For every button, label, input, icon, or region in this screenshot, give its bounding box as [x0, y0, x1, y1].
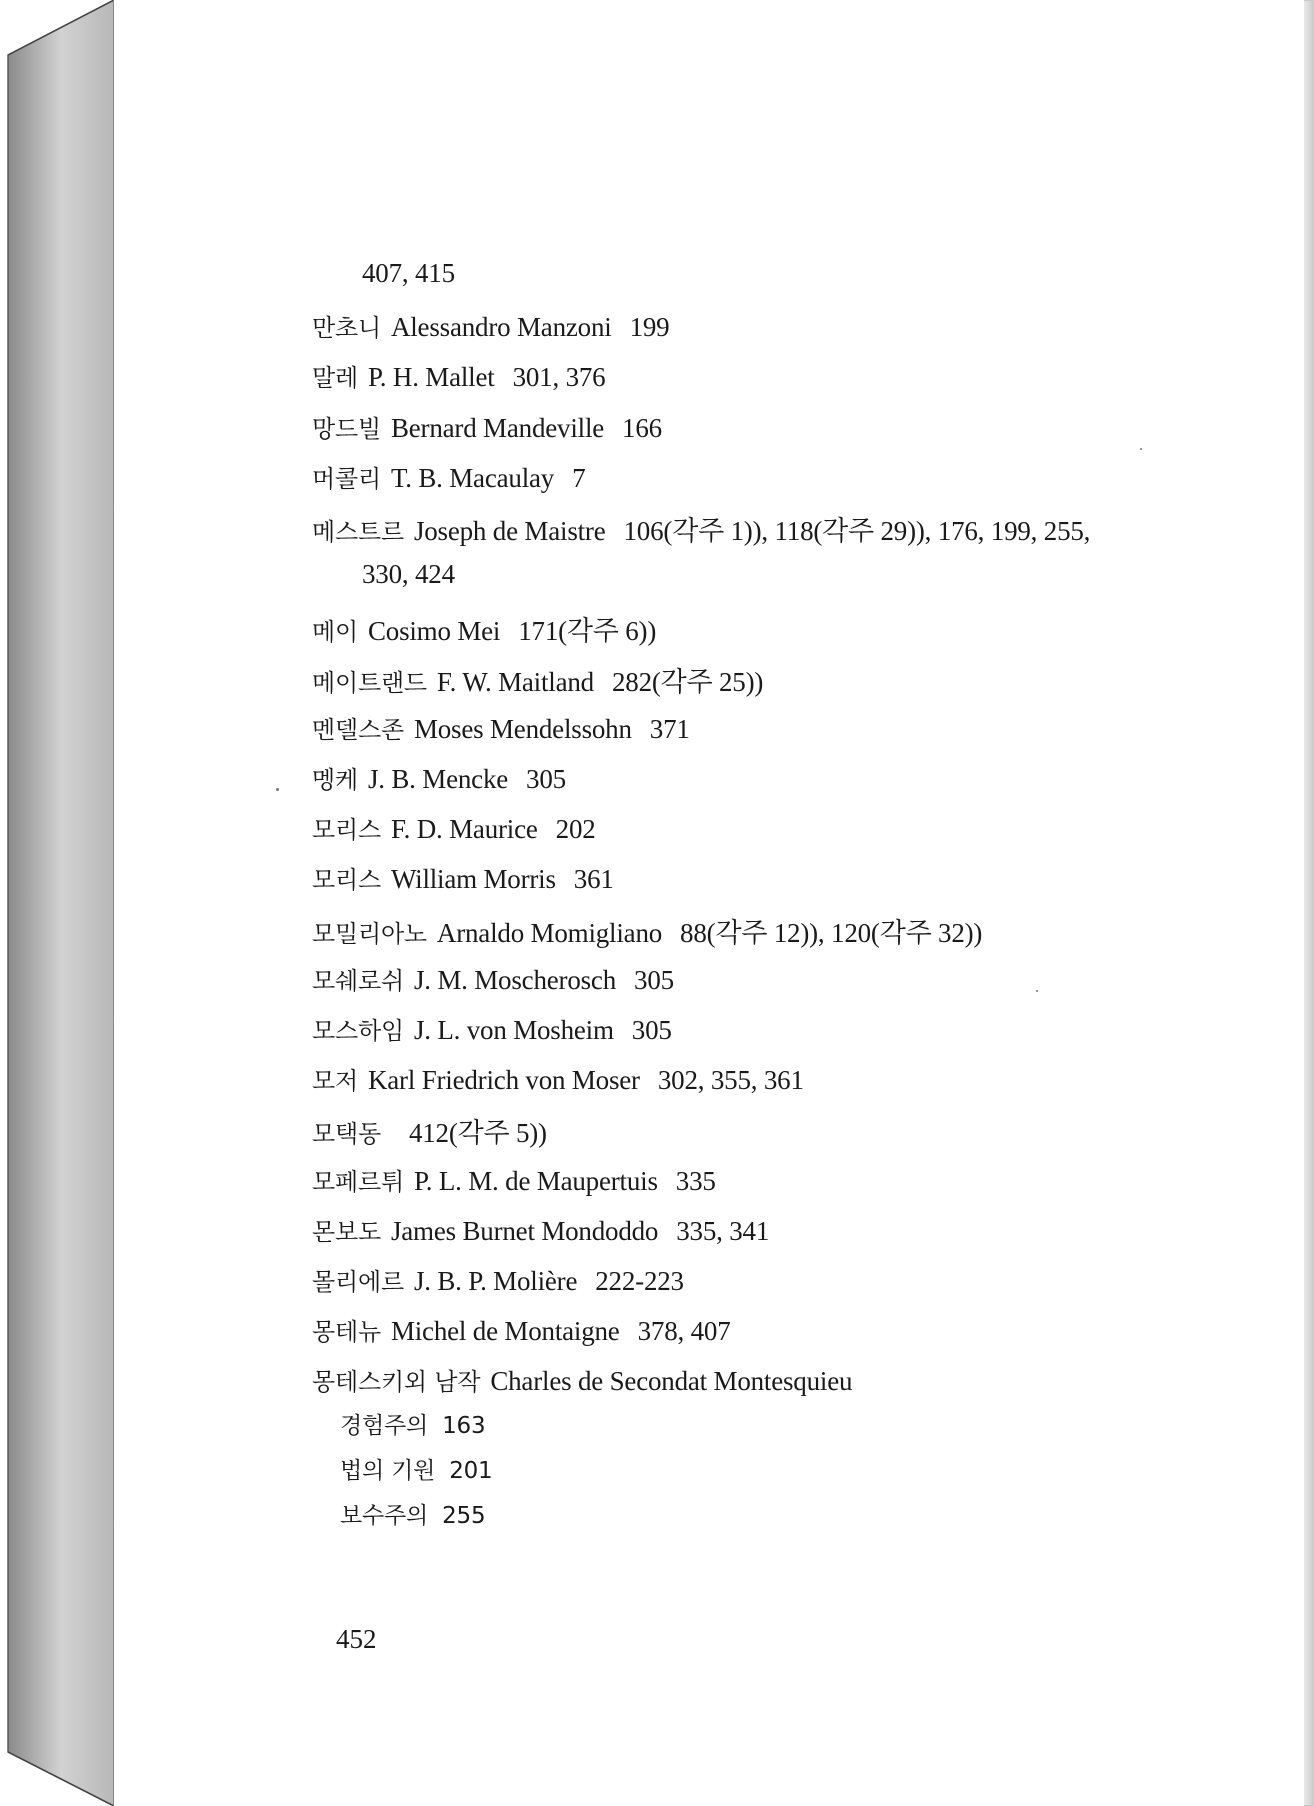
index-entry	[312, 1111, 547, 1150]
entry-korean-name: 모밀리아노	[312, 919, 427, 948]
index-entry	[312, 1212, 769, 1247]
entry-page-refs: 302, 355, 361	[657, 1065, 804, 1096]
entry-korean-name: 모스하임	[312, 1017, 404, 1045]
scan-speck	[1140, 448, 1142, 450]
entry-korean-name: 몽테스키외 남작	[312, 1368, 481, 1397]
entry-korean-name: 머콜리	[312, 464, 381, 493]
index-entry	[312, 860, 614, 895]
entry-original-name: Cosimo Mei	[367, 616, 501, 647]
entry-page-refs: 305	[631, 1015, 672, 1045]
page	[114, 0, 1304, 1806]
entry-korean-name: 멘델스존	[312, 715, 404, 744]
entry-page-refs: 378, 407	[637, 1316, 731, 1347]
entry-original-name: J. B. Mencke	[367, 764, 509, 794]
entry-original-name: Charles de Secondat Montesquieu	[490, 1366, 853, 1397]
entry-original-name: Bernard Mandeville	[390, 412, 605, 443]
entry-original-name: Joseph de Maistre	[413, 516, 606, 546]
entry-original-name: Alessandro Manzoni	[390, 312, 612, 343]
scan-speck	[276, 788, 279, 791]
entry-original-name: P. L. M. de Maupertuis	[413, 1165, 658, 1196]
index-entry	[312, 1011, 672, 1046]
index-entry	[312, 459, 585, 494]
index-entry	[312, 660, 763, 699]
entry-page-refs: 282(각주 25))	[611, 666, 764, 697]
index-entry	[312, 358, 605, 393]
index-entry	[312, 961, 674, 996]
entry-original-name: J. M. Moscherosch	[413, 964, 617, 995]
subentry-label: 경험주의	[340, 1412, 429, 1439]
entry-page-refs: 371	[649, 713, 690, 744]
entry-korean-name: 말레	[312, 364, 358, 393]
entry-page-refs: 407, 415	[362, 258, 455, 288]
entry-original-name: T. B. Macaulay	[390, 462, 555, 493]
entry-original-name: James Burnet Mondoddo	[390, 1215, 659, 1246]
entry-original-name: Karl Friedrich von Moser	[367, 1065, 640, 1096]
entry-original-name: William Morris	[390, 864, 556, 895]
entry-page-refs: 202	[555, 814, 596, 845]
entry-korean-name: 멩케	[312, 766, 358, 794]
page-number: 452	[336, 1624, 377, 1654]
subentry-page-ref: 201	[449, 1457, 493, 1484]
index-entry	[312, 1262, 684, 1297]
subentry-label: 법의 기원	[340, 1457, 436, 1484]
entry-page-refs: 171(각주 6))	[518, 616, 657, 647]
index-entry	[312, 810, 596, 845]
index-entry	[312, 911, 982, 950]
entry-page-refs: 335	[675, 1165, 716, 1196]
entry-original-name: F. W. Maitland	[436, 666, 594, 697]
entry-original-name: P. H. Mallet	[367, 362, 495, 393]
index-subentry	[340, 1452, 493, 1485]
entry-original-name: Arnaldo Momigliano	[436, 917, 663, 948]
index-entry	[312, 710, 690, 745]
entry-original-name: Michel de Montaigne	[390, 1316, 620, 1347]
entry-page-refs: 335, 341	[676, 1215, 770, 1246]
entry-page-refs: 7	[572, 462, 586, 493]
entry-korean-name: 만초니	[312, 314, 381, 343]
index-entry	[312, 1061, 804, 1096]
entry-page-refs: 330, 424	[362, 559, 455, 590]
index-entry-continuation	[362, 258, 455, 289]
entry-korean-name: 모택동	[312, 1120, 381, 1149]
entry-korean-name: 메이트랜드	[312, 668, 427, 697]
entry-korean-name: 몰리에르	[312, 1268, 404, 1296]
entry-korean-name: 모리스	[312, 816, 381, 845]
entry-page-refs: 301, 376	[512, 362, 606, 393]
entry-page-refs: 166	[622, 412, 662, 443]
entry-korean-name: 몬보도	[312, 1217, 381, 1246]
entry-page-refs: 305	[634, 964, 674, 995]
index-entry	[312, 1162, 716, 1197]
entry-korean-name: 모저	[312, 1067, 358, 1096]
entry-korean-name: 메스트르	[312, 518, 404, 546]
index-entry	[312, 1312, 731, 1347]
index-entry	[312, 760, 566, 795]
entry-korean-name: 모페르튀	[312, 1167, 404, 1196]
index-entry	[312, 409, 662, 444]
index-entry	[312, 609, 656, 648]
entry-original-name: Moses Mendelssohn	[413, 713, 632, 744]
entry-original-name: J. B. P. Molière	[413, 1266, 578, 1296]
entry-korean-name: 메이	[312, 618, 358, 647]
entry-page-refs: 361	[573, 864, 614, 895]
index-entry	[312, 509, 1090, 548]
entry-page-refs: 106(각주 1)), 118(각주 29)), 176, 199, 255,	[623, 516, 1091, 546]
index-entry	[312, 1362, 852, 1397]
entry-page-refs: 88(각주 12)), 120(각주 32))	[680, 917, 983, 948]
entry-korean-name: 몽테뉴	[312, 1318, 381, 1347]
entry-original-name: F. D. Maurice	[390, 814, 538, 845]
entry-korean-name: 망드빌	[312, 414, 381, 443]
index-entry-continuation	[362, 559, 455, 590]
index-entry	[312, 308, 669, 343]
index-subentry	[340, 1497, 485, 1530]
entry-page-refs: 199	[629, 312, 670, 343]
scan-speck	[1036, 990, 1038, 992]
entry-korean-name: 모쉐로쉬	[312, 966, 404, 995]
entry-page-refs: 222-223	[595, 1266, 684, 1296]
index-subentry	[340, 1407, 485, 1440]
entry-page-refs: 305	[526, 764, 566, 794]
entry-korean-name: 모리스	[312, 866, 381, 895]
subentry-label: 보수주의	[340, 1502, 429, 1529]
subentry-page-ref: 163	[442, 1412, 486, 1439]
entry-page-refs: 412(각주 5))	[408, 1118, 547, 1149]
entry-original-name: J. L. von Mosheim	[413, 1015, 614, 1045]
subentry-page-ref: 255	[442, 1502, 486, 1529]
